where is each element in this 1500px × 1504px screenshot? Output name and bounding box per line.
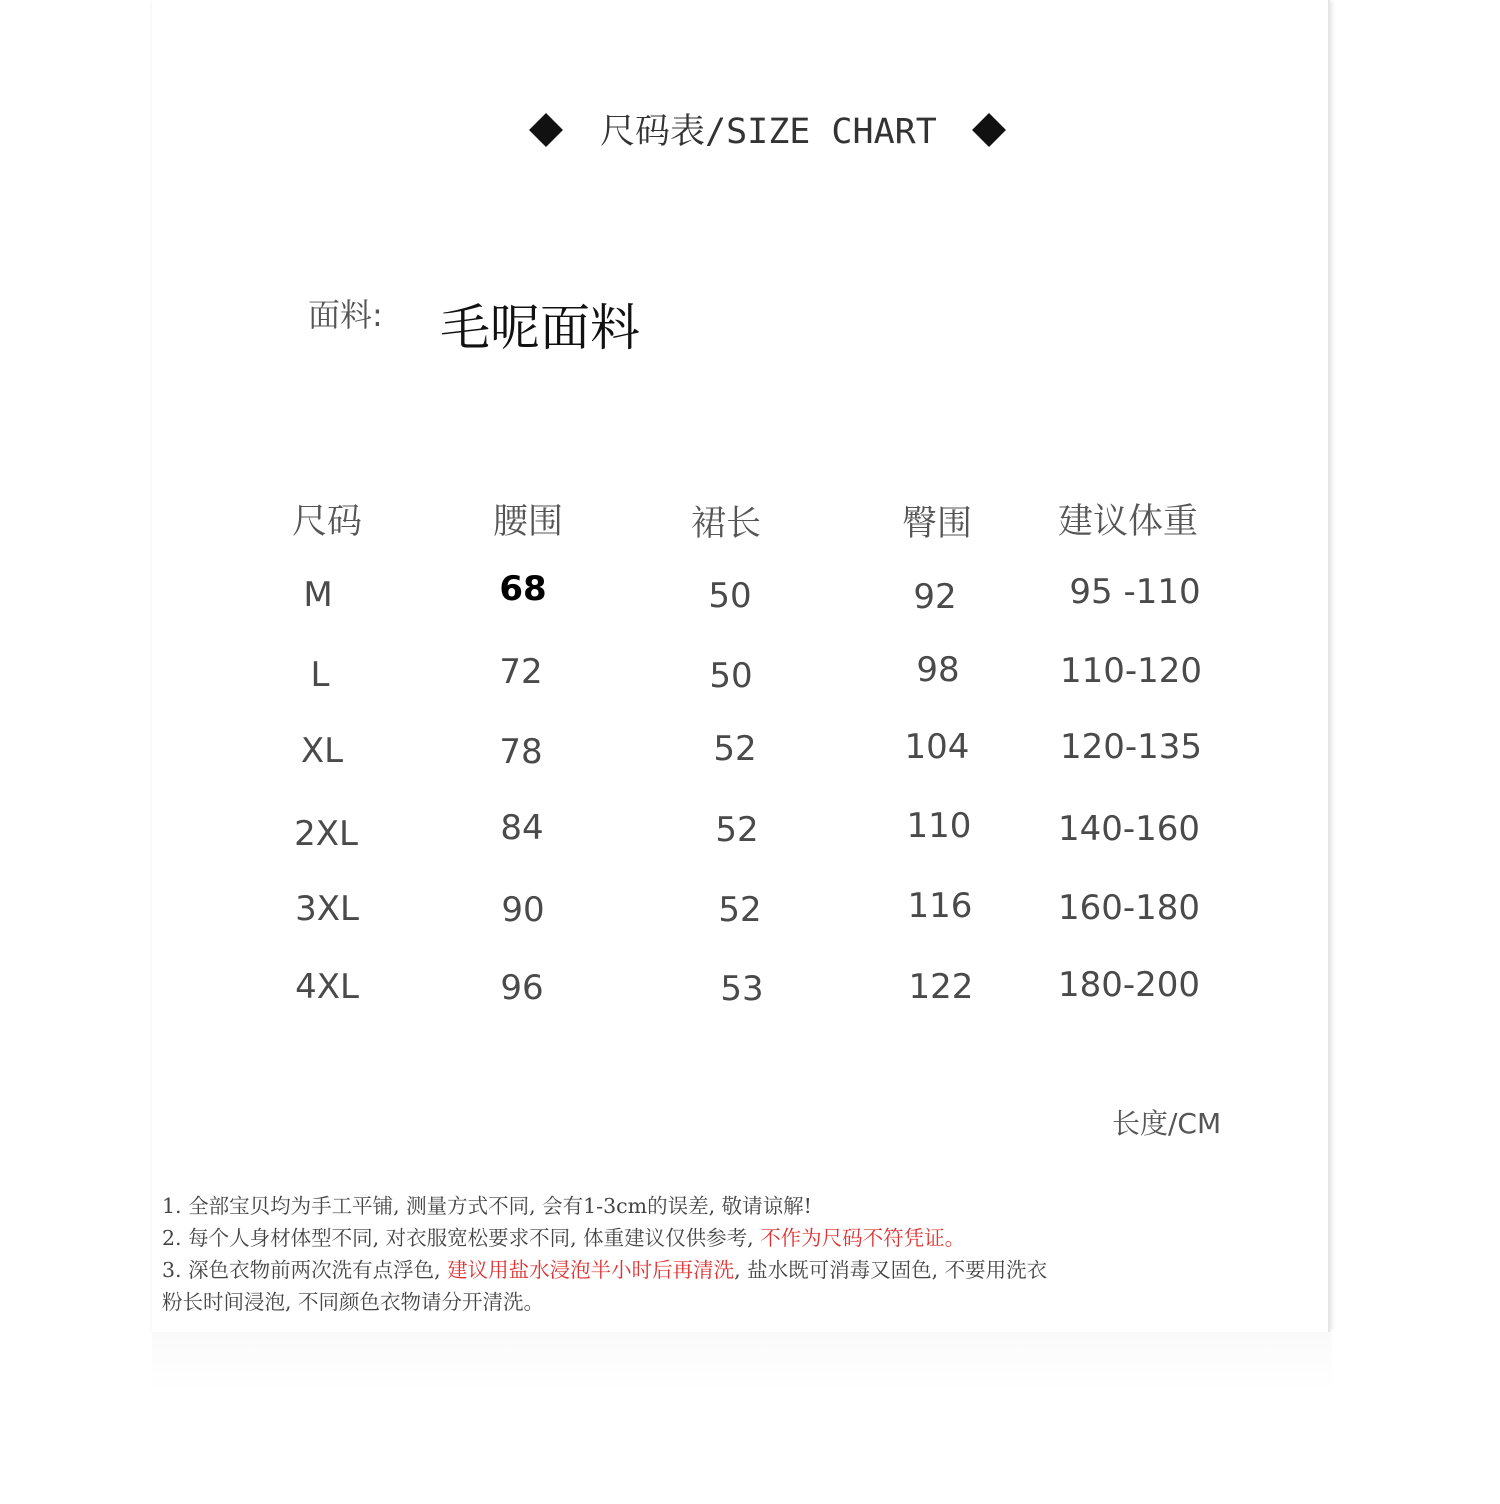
table-cell: 53: [720, 969, 764, 1009]
note-2: [162, 1222, 1322, 1254]
table-cell: 90: [501, 890, 545, 930]
note-4: 粉长时间浸泡, 不同颜色衣物请分开清洗。: [162, 1290, 545, 1314]
table-cell: 140-160: [1057, 809, 1201, 849]
note-3-text: 3. 深色衣物前两次洗有点浮色,: [162, 1258, 448, 1282]
table-cell: 180-200: [1057, 965, 1201, 1005]
table-cell: 68: [499, 569, 547, 609]
table-cell: 120-135: [1059, 727, 1203, 767]
table-cell: L: [310, 655, 330, 695]
table-cell: 52: [715, 810, 759, 850]
bottom-fade: [152, 1332, 1332, 1392]
care-notes: [162, 1190, 1322, 1318]
table-cell: 110: [906, 806, 972, 846]
table-cell: XL: [300, 731, 344, 771]
table-cell: 92: [913, 577, 957, 617]
header-hip: 臀围: [901, 504, 972, 544]
header-weight: 建议体重: [1057, 502, 1198, 542]
note-3-text-end: , 盐水既可消毒又固色, 不要用洗衣: [734, 1258, 1048, 1282]
table-cell: 52: [713, 729, 757, 769]
table-cell: 72: [499, 652, 543, 692]
table-cell: 78: [499, 732, 543, 772]
note-2-text: 2. 每个人身材体型不同, 对衣服宽松要求不同, 体重建议仅供参考,: [162, 1226, 761, 1250]
table-cell: 4XL: [295, 967, 359, 1007]
table-cell: 2XL: [294, 814, 358, 854]
table-cell: 3XL: [295, 889, 359, 929]
table-cell: 110-120: [1059, 651, 1203, 691]
note-2-warning: 不作为尺码不符凭证。: [760, 1226, 966, 1250]
table-cell: 160-180: [1057, 888, 1201, 928]
table-cell: 95 -110: [1069, 572, 1201, 612]
sheet-edge: [1328, 0, 1330, 1332]
table-cell: M: [303, 575, 333, 615]
header-size: 尺码: [291, 502, 362, 542]
header-waist: 腰围: [492, 502, 563, 542]
table-cell: 84: [500, 808, 544, 848]
table-cell: 116: [907, 886, 973, 926]
table-cell: 98: [916, 650, 960, 690]
header-skirt-length: 裙长: [690, 504, 761, 544]
table-cell: 104: [904, 727, 970, 767]
note-1: 1. 全部宝贝均为手工平铺, 测量方式不同, 会有1-3cm的误差, 敬请谅解!: [162, 1194, 812, 1218]
table-cell: 96: [500, 968, 544, 1008]
fabric-label: 面料:: [308, 296, 383, 334]
fabric-value: 毛呢面料: [440, 299, 640, 357]
table-cell: 50: [709, 656, 753, 696]
table-cell: 122: [908, 967, 974, 1007]
note-3-warning: 建议用盐水浸泡半小时后再清洗: [447, 1258, 735, 1282]
table-cell: 50: [708, 576, 752, 616]
table-cell: 52: [718, 890, 762, 930]
note-3: [162, 1254, 1322, 1286]
chart-title: 尺码表/SIZE CHART: [600, 112, 937, 152]
unit-label: 长度/CM: [1112, 1107, 1222, 1140]
